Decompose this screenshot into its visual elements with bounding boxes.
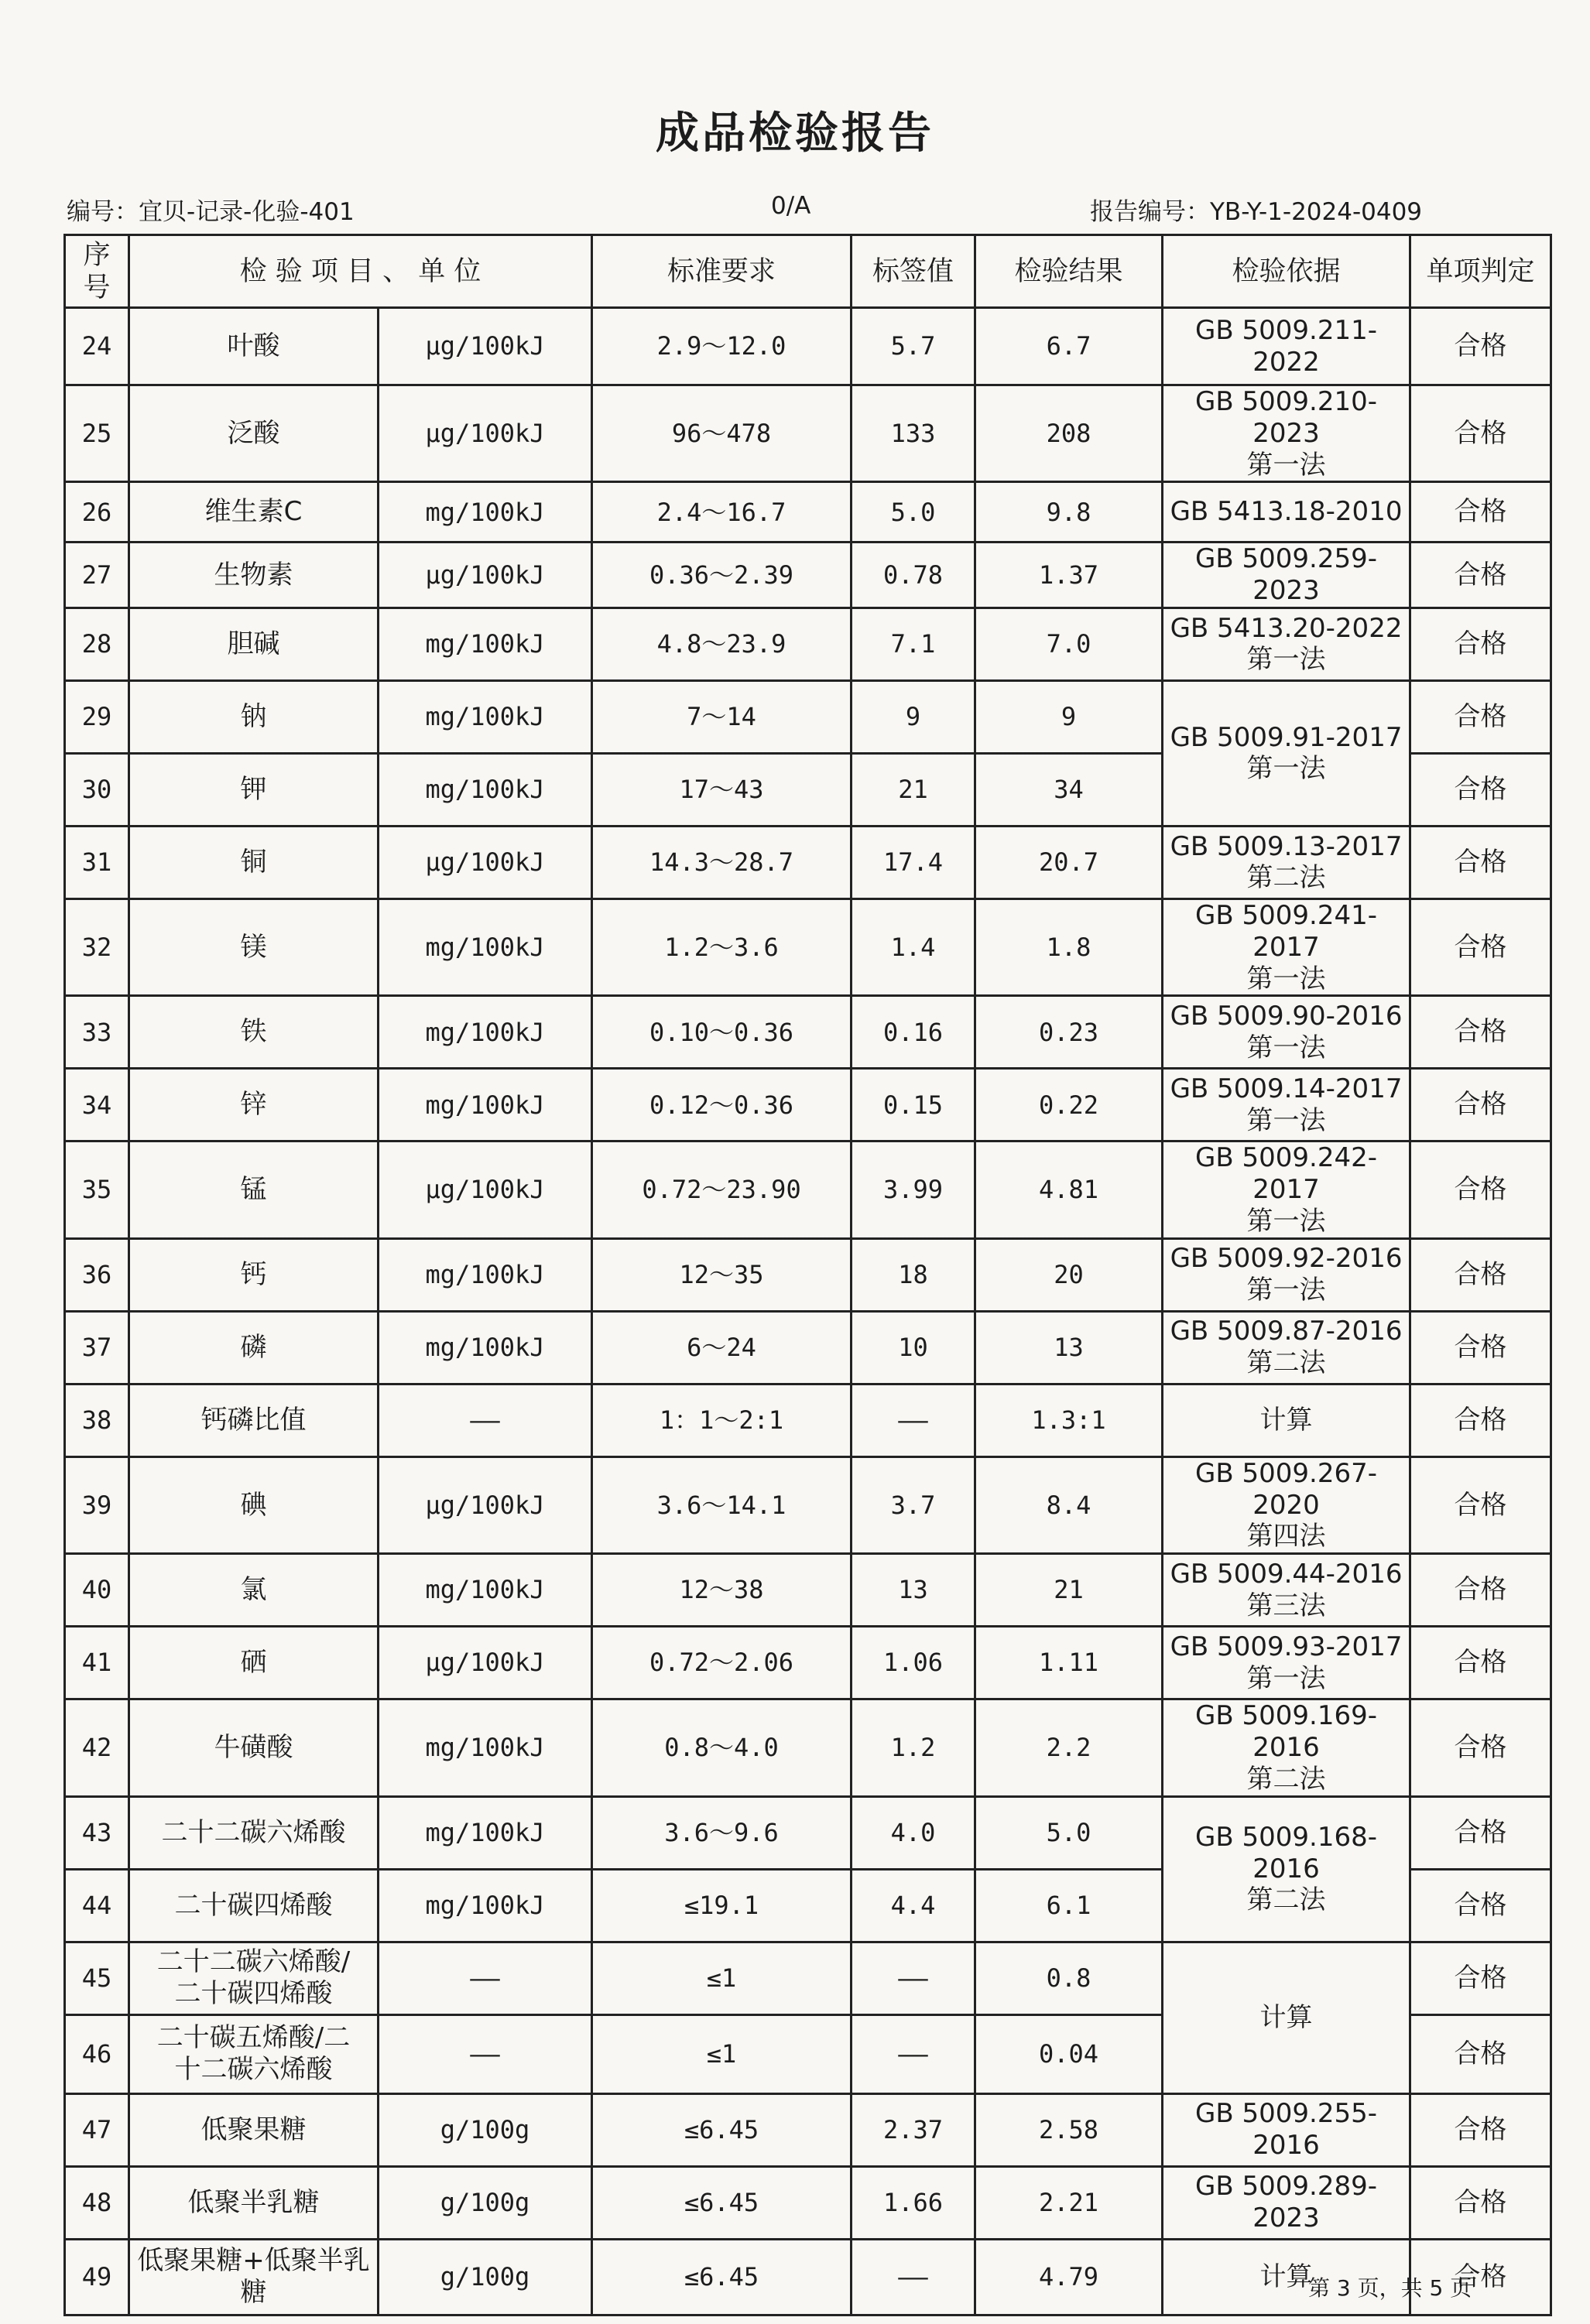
cell-label-value: 17.4: [852, 826, 975, 898]
cell-verdict: 合格: [1410, 898, 1551, 995]
cell-number: 43: [65, 1796, 129, 1869]
cell-verdict: 合格: [1410, 1554, 1551, 1627]
cell-method: GB 5009.267-2020 第四法: [1163, 1456, 1410, 1553]
cell-verdict: 合格: [1410, 1141, 1551, 1238]
cell-method: GB 5009.44-2016 第三法: [1163, 1554, 1410, 1627]
cell-standard: 2.4～16.7: [592, 482, 852, 542]
cell-verdict: 合格: [1410, 2239, 1551, 2315]
table-row: [65, 1627, 1551, 1699]
cell-item: 钾: [129, 753, 379, 826]
cell-label-value: 21: [852, 753, 975, 826]
cell-label-value: 3.7: [852, 1456, 975, 1553]
cell-standard: ≤1: [592, 1942, 852, 2014]
cell-verdict: 合格: [1410, 1699, 1551, 1796]
page-title: 成品检验报告: [656, 108, 934, 159]
cell-result: 8.4: [975, 1456, 1163, 1553]
cell-method: GB 5009.91-2017 第一法: [1163, 680, 1410, 826]
cell-label-value: 0.78: [852, 542, 975, 608]
cell-item: 牛磺酸: [129, 1699, 379, 1796]
table-row: [65, 542, 1551, 608]
cell-method: GB 5009.169-2016 第二法: [1163, 1699, 1410, 1796]
cell-number: 39: [65, 1456, 129, 1553]
cell-result: 21: [975, 1554, 1163, 1627]
cell-item: 低聚果糖: [129, 2093, 379, 2166]
table-row: [65, 680, 1551, 753]
cell-number: 40: [65, 1554, 129, 1627]
cell-label-value: 0.15: [852, 1069, 975, 1141]
table-row: [65, 482, 1551, 542]
cell-label-value: 133: [852, 385, 975, 482]
cell-label-value: 2.37: [852, 2093, 975, 2166]
cell-result: 20: [975, 1238, 1163, 1311]
cell-unit: μg/100kJ: [379, 1627, 592, 1699]
table-row: [65, 308, 1551, 385]
cell-unit: ——: [379, 1384, 592, 1456]
cell-number: 26: [65, 482, 129, 542]
cell-method: GB 5009.14-2017 第一法: [1163, 1069, 1410, 1141]
cell-label-value: 5.7: [852, 308, 975, 385]
cell-item: 生物素: [129, 542, 379, 608]
cell-label-value: 7.1: [852, 608, 975, 680]
cell-label-value: 0.16: [852, 996, 975, 1069]
cell-item: 二十碳五烯酸/二 十二碳六烯酸: [129, 2014, 379, 2093]
document-version: 0/A: [771, 192, 811, 220]
cell-standard: 1：1～2:1: [592, 1384, 852, 1456]
cell-unit: mg/100kJ: [379, 608, 592, 680]
cell-unit: ——: [379, 2014, 592, 2093]
cell-unit: μg/100kJ: [379, 385, 592, 482]
cell-verdict: 合格: [1410, 542, 1551, 608]
cell-result: 208: [975, 385, 1163, 482]
cell-result: 1.37: [975, 542, 1163, 608]
cell-method: GB 5413.20-2022 第一法: [1163, 608, 1410, 680]
cell-item: 钙: [129, 1238, 379, 1311]
table-row: [65, 1069, 1551, 1141]
cell-label-value: 13: [852, 1554, 975, 1627]
cell-method: GB 5009.168-2016 第二法: [1163, 1796, 1410, 1942]
cell-label-value: 1.4: [852, 898, 975, 995]
cell-result: 1.3:1: [975, 1384, 1163, 1456]
cell-number: 25: [65, 385, 129, 482]
col-header-standard: 标准要求: [592, 235, 852, 308]
cell-standard: 0.10～0.36: [592, 996, 852, 1069]
cell-unit: μg/100kJ: [379, 1456, 592, 1553]
cell-number: 35: [65, 1141, 129, 1238]
cell-unit: mg/100kJ: [379, 1869, 592, 1942]
cell-result: 4.81: [975, 1141, 1163, 1238]
document-number: 编号：宜贝-记录-化验-401: [67, 198, 355, 226]
cell-method: GB 5009.87-2016 第二法: [1163, 1311, 1410, 1384]
cell-standard: ≤6.45: [592, 2093, 852, 2166]
cell-label-value: 18: [852, 1238, 975, 1311]
cell-unit: μg/100kJ: [379, 826, 592, 898]
cell-label-value: ——: [852, 1942, 975, 2014]
cell-number: 29: [65, 680, 129, 753]
cell-verdict: 合格: [1410, 308, 1551, 385]
cell-method: GB 5009.242-2017 第一法: [1163, 1141, 1410, 1238]
cell-label-value: 5.0: [852, 482, 975, 542]
cell-result: 4.79: [975, 2239, 1163, 2315]
cell-label-value: ——: [852, 2014, 975, 2093]
cell-result: 2.2: [975, 1699, 1163, 1796]
cell-standard: 4.8～23.9: [592, 608, 852, 680]
table-row: [65, 1796, 1551, 1869]
col-header-no: 序号: [65, 235, 129, 308]
col-header-result: 检验结果: [975, 235, 1163, 308]
cell-standard: 0.8～4.0: [592, 1699, 852, 1796]
cell-number: 45: [65, 1942, 129, 2014]
cell-unit: mg/100kJ: [379, 1238, 592, 1311]
cell-number: 38: [65, 1384, 129, 1456]
cell-number: 33: [65, 996, 129, 1069]
cell-item: 泛酸: [129, 385, 379, 482]
cell-item: 铜: [129, 826, 379, 898]
cell-method: GB 5009.92-2016 第一法: [1163, 1238, 1410, 1311]
cell-result: 1.11: [975, 1627, 1163, 1699]
cell-label-value: 4.4: [852, 1869, 975, 1942]
table-row: [65, 898, 1551, 995]
cell-verdict: 合格: [1410, 2166, 1551, 2239]
cell-label-value: 1.06: [852, 1627, 975, 1699]
cell-verdict: 合格: [1410, 1869, 1551, 1942]
cell-number: 28: [65, 608, 129, 680]
table-row: [65, 2093, 1551, 2166]
table-header-row: [65, 235, 1551, 308]
cell-verdict: 合格: [1410, 1456, 1551, 1553]
table-row: [65, 385, 1551, 482]
cell-standard: 2.9～12.0: [592, 308, 852, 385]
cell-item: 硒: [129, 1627, 379, 1699]
cell-item: 维生素C: [129, 482, 379, 542]
table-row: [65, 1554, 1551, 1627]
cell-item: 锰: [129, 1141, 379, 1238]
cell-result: 2.21: [975, 2166, 1163, 2239]
cell-item: 磷: [129, 1311, 379, 1384]
cell-standard: 0.72～2.06: [592, 1627, 852, 1699]
cell-unit: mg/100kJ: [379, 898, 592, 995]
cell-item: 低聚果糖+低聚半乳 糖: [129, 2239, 379, 2315]
table-row: [65, 1384, 1551, 1456]
cell-result: 0.22: [975, 1069, 1163, 1141]
cell-result: 1.8: [975, 898, 1163, 995]
cell-standard: ≤19.1: [592, 1869, 852, 1942]
cell-label-value: 1.2: [852, 1699, 975, 1796]
cell-unit: mg/100kJ: [379, 996, 592, 1069]
cell-verdict: 合格: [1410, 1384, 1551, 1456]
col-header-label: 标签值: [852, 235, 975, 308]
cell-standard: ≤1: [592, 2014, 852, 2093]
cell-label-value: 10: [852, 1311, 975, 1384]
cell-label-value: 9: [852, 680, 975, 753]
document-header: [67, 192, 1460, 231]
cell-method: GB 5009.90-2016 第一法: [1163, 996, 1410, 1069]
cell-verdict: 合格: [1410, 753, 1551, 826]
table-row: [65, 1141, 1551, 1238]
cell-unit: g/100g: [379, 2093, 592, 2166]
cell-number: 30: [65, 753, 129, 826]
cell-result: 13: [975, 1311, 1163, 1384]
cell-verdict: 合格: [1410, 482, 1551, 542]
cell-result: 20.7: [975, 826, 1163, 898]
cell-result: 0.04: [975, 2014, 1163, 2093]
table-row: [65, 1699, 1551, 1796]
cell-method: GB 5009.13-2017 第二法: [1163, 826, 1410, 898]
cell-standard: 17～43: [592, 753, 852, 826]
table-row: [65, 1456, 1551, 1553]
cell-number: 41: [65, 1627, 129, 1699]
cell-unit: μg/100kJ: [379, 1141, 592, 1238]
cell-label-value: ——: [852, 1384, 975, 1456]
cell-verdict: 合格: [1410, 385, 1551, 482]
cell-item: 二十二碳六烯酸: [129, 1796, 379, 1869]
cell-item: 碘: [129, 1456, 379, 1553]
cell-label-value: 1.66: [852, 2166, 975, 2239]
cell-verdict: 合格: [1410, 1069, 1551, 1141]
cell-item: 二十碳四烯酸: [129, 1869, 379, 1942]
cell-verdict: 合格: [1410, 2093, 1551, 2166]
cell-unit: mg/100kJ: [379, 753, 592, 826]
cell-unit: μg/100kJ: [379, 542, 592, 608]
cell-number: 32: [65, 898, 129, 995]
cell-verdict: 合格: [1410, 1796, 1551, 1869]
page-footer: 第 3 页，共 5 页: [1308, 2275, 1472, 2301]
cell-item: 铁: [129, 996, 379, 1069]
cell-unit: mg/100kJ: [379, 680, 592, 753]
table-row: [65, 996, 1551, 1069]
inspection-table: [63, 234, 1552, 2316]
cell-standard: 1.2～3.6: [592, 898, 852, 995]
cell-result: 2.58: [975, 2093, 1163, 2166]
cell-verdict: 合格: [1410, 826, 1551, 898]
cell-standard: 14.3～28.7: [592, 826, 852, 898]
cell-result: 6.1: [975, 1869, 1163, 1942]
cell-standard: 7～14: [592, 680, 852, 753]
table-row: [65, 608, 1551, 680]
cell-label-value: 3.99: [852, 1141, 975, 1238]
cell-item: 低聚半乳糖: [129, 2166, 379, 2239]
cell-item: 氯: [129, 1554, 379, 1627]
table-row: [65, 826, 1551, 898]
cell-method: 计算: [1163, 1384, 1410, 1456]
cell-standard: 96～478: [592, 385, 852, 482]
cell-result: 5.0: [975, 1796, 1163, 1869]
cell-verdict: 合格: [1410, 1627, 1551, 1699]
cell-verdict: 合格: [1410, 1311, 1551, 1384]
cell-verdict: 合格: [1410, 2014, 1551, 2093]
cell-verdict: 合格: [1410, 996, 1551, 1069]
table-row: [65, 1311, 1551, 1384]
cell-unit: ——: [379, 1942, 592, 2014]
cell-standard: 12～35: [592, 1238, 852, 1311]
cell-standard: 0.36～2.39: [592, 542, 852, 608]
cell-method: GB 5009.210-2023 第一法: [1163, 385, 1410, 482]
cell-number: 49: [65, 2239, 129, 2315]
cell-number: 46: [65, 2014, 129, 2093]
col-header-method: 检验依据: [1163, 235, 1410, 308]
cell-number: 48: [65, 2166, 129, 2239]
cell-result: 34: [975, 753, 1163, 826]
cell-item: 钠: [129, 680, 379, 753]
cell-verdict: 合格: [1410, 1238, 1551, 1311]
cell-method: GB 5009.289-2023: [1163, 2166, 1410, 2239]
cell-standard: 12～38: [592, 1554, 852, 1627]
cell-standard: 3.6～14.1: [592, 1456, 852, 1553]
cell-unit: g/100g: [379, 2239, 592, 2315]
cell-item: 胆碱: [129, 608, 379, 680]
cell-item: 叶酸: [129, 308, 379, 385]
table-row: [65, 2166, 1551, 2239]
cell-item: 钙磷比值: [129, 1384, 379, 1456]
cell-item: 二十二碳六烯酸/ 二十碳四烯酸: [129, 1942, 379, 2014]
cell-verdict: 合格: [1410, 1942, 1551, 2014]
cell-number: 42: [65, 1699, 129, 1796]
cell-number: 36: [65, 1238, 129, 1311]
cell-unit: g/100g: [379, 2166, 592, 2239]
cell-standard: 6～24: [592, 1311, 852, 1384]
cell-unit: mg/100kJ: [379, 1796, 592, 1869]
cell-unit: μg/100kJ: [379, 308, 592, 385]
cell-method: GB 5009.241-2017 第一法: [1163, 898, 1410, 995]
cell-method: 计算: [1163, 2239, 1410, 2315]
cell-item: 镁: [129, 898, 379, 995]
cell-unit: mg/100kJ: [379, 482, 592, 542]
cell-label-value: 4.0: [852, 1796, 975, 1869]
table-row: [65, 1942, 1551, 2014]
cell-unit: mg/100kJ: [379, 1311, 592, 1384]
cell-result: 7.0: [975, 608, 1163, 680]
cell-result: 0.23: [975, 996, 1163, 1069]
cell-standard: 0.72～23.90: [592, 1141, 852, 1238]
cell-number: 34: [65, 1069, 129, 1141]
col-header-verdict: 单项判定: [1410, 235, 1551, 308]
cell-unit: mg/100kJ: [379, 1069, 592, 1141]
cell-item: 锌: [129, 1069, 379, 1141]
cell-number: 44: [65, 1869, 129, 1942]
cell-number: 27: [65, 542, 129, 608]
cell-standard: 0.12～0.36: [592, 1069, 852, 1141]
cell-unit: mg/100kJ: [379, 1554, 592, 1627]
cell-result: 9.8: [975, 482, 1163, 542]
cell-method: GB 5413.18-2010: [1163, 482, 1410, 542]
cell-result: 0.8: [975, 1942, 1163, 2014]
cell-result: 6.7: [975, 308, 1163, 385]
cell-number: 37: [65, 1311, 129, 1384]
cell-unit: mg/100kJ: [379, 1699, 592, 1796]
cell-method: GB 5009.93-2017 第一法: [1163, 1627, 1410, 1699]
cell-standard: 3.6～9.6: [592, 1796, 852, 1869]
cell-number: 31: [65, 826, 129, 898]
report-number: 报告编号：YB-Y-1-2024-0409: [1090, 198, 1423, 226]
cell-method: GB 5009.259-2023: [1163, 542, 1410, 608]
cell-label-value: ——: [852, 2239, 975, 2315]
cell-result: 9: [975, 680, 1163, 753]
cell-verdict: 合格: [1410, 608, 1551, 680]
cell-standard: ≤6.45: [592, 2239, 852, 2315]
cell-verdict: 合格: [1410, 680, 1551, 753]
cell-standard: ≤6.45: [592, 2166, 852, 2239]
cell-number: 24: [65, 308, 129, 385]
col-header-item-unit: 检 验 项 目 、 单 位: [129, 235, 592, 308]
cell-method: 计算: [1163, 1942, 1410, 2093]
cell-method: GB 5009.211-2022: [1163, 308, 1410, 385]
table-row: [65, 1238, 1551, 1311]
cell-number: 47: [65, 2093, 129, 2166]
cell-method: GB 5009.255-2016: [1163, 2093, 1410, 2166]
